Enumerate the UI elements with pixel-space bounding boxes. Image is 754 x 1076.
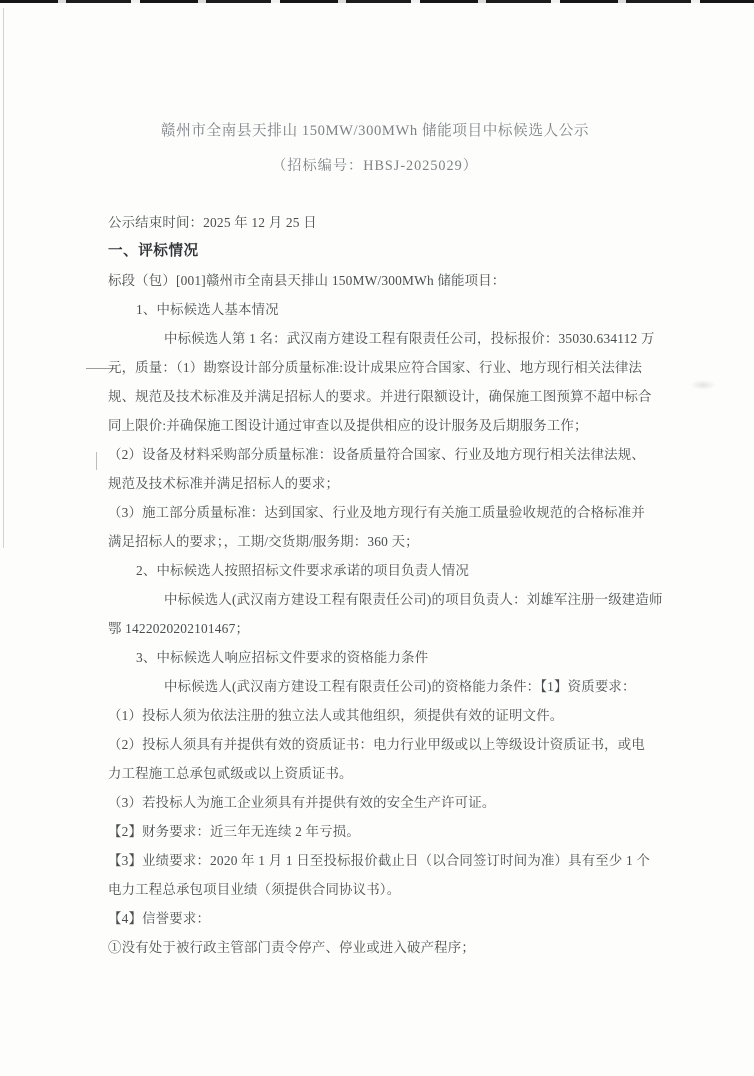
doc-line: 1、中标候选人基本情况 <box>136 302 279 317</box>
scan-artifact-tick <box>96 452 97 470</box>
doc-line: ①没有处于被行政主管部门责令停产、停业或进入破产程序； <box>108 940 475 955</box>
doc-line: （3）施工部分质量标准：达到国家、行业及地方现行有关施工质量验收规范的合格标准并 <box>108 505 645 520</box>
doc-line: 满足招标人的要求；，工期/交货期/服务期：360 天； <box>108 534 419 549</box>
doc-line: 规范及技术标准并满足招标人的要求； <box>108 476 340 491</box>
doc-line: 同上限价:并确保施工图设计通过审查以及提供相应的设计服务及后期服务工作； <box>108 418 588 433</box>
doc-line: 中标候选人(武汉南方建设工程有限责任公司)的项目负责人：刘雄军注册一级建造师 <box>164 592 663 607</box>
doc-line: （2）投标人须具有并提供有效的资质证书：电力行业甲级或以上等级设计资质证书，或电 <box>108 737 645 752</box>
doc-line: （3）若投标人为施工企业须具有并提供有效的安全生产许可证。 <box>108 795 496 810</box>
doc-line: 中标候选人(武汉南方建设工程有限责任公司)的资格能力条件：【1】资质要求： <box>164 679 636 694</box>
doc-line: 中标候选人第 1 名：武汉南方建设工程有限责任公司，投标报价：35030.634112 万 <box>164 331 655 346</box>
doc-line: 3、中标候选人响应招标文件要求的资格能力条件 <box>136 650 429 665</box>
doc-line: 2、中标候选人按照招标文件要求承诺的项目负责人情况 <box>136 563 470 578</box>
doc-line: （1）投标人须为依法注册的独立法人或其他组织，须提供有效的证明文件。 <box>108 708 564 723</box>
document-body <box>108 0 663 962</box>
doc-line: 力工程施工总承包贰级或以上资质证书。 <box>108 766 353 781</box>
doc-line: 电力工程总承包项目业绩（须提供合同协议书）。 <box>108 882 401 897</box>
doc-line: 【2】财务要求：近三年无连续 2 年亏损。 <box>108 824 360 839</box>
doc-line: 标段（包）[001]赣州市全南县天排山 150MW/300MWh 储能项目： <box>108 273 506 288</box>
doc-subtitle: （招标编号：HBSJ-2025029） <box>272 158 478 174</box>
publicity-end-time: 公示结束时间：2025 年 12 月 25 日 <box>108 215 317 230</box>
doc-line: 规、规范及技术标准及并满足招标人的要求。并进行限额设计，确保施工图预算不超中标合 <box>108 389 652 404</box>
doc-line: 【3】业绩要求：2020 年 1 月 1 日至投标报价截止日（以合同签订时间为准）具有至少 1 个 <box>108 853 651 868</box>
doc-line: （2）设备及材料采购部分质量标准：设备质量符合国家、行业及地方现行相关法律法规、 <box>108 447 645 462</box>
doc-line: 【4】信誉要求： <box>108 911 211 926</box>
doc-line: 元，质量：（1）勘察设计部分质量标准:设计成果应符合国家、行业、地方现行相关法律法 <box>108 360 643 375</box>
doc-line: 鄂 1422020202101467； <box>108 621 250 636</box>
doc-title: 赣州市全南县天排山 150MW/300MWh 储能项目中标候选人公示 <box>160 123 590 139</box>
section-heading: 一、评标情况 <box>108 243 199 259</box>
scan-smudge <box>690 380 716 390</box>
scan-edge-artifact-left <box>3 8 4 548</box>
